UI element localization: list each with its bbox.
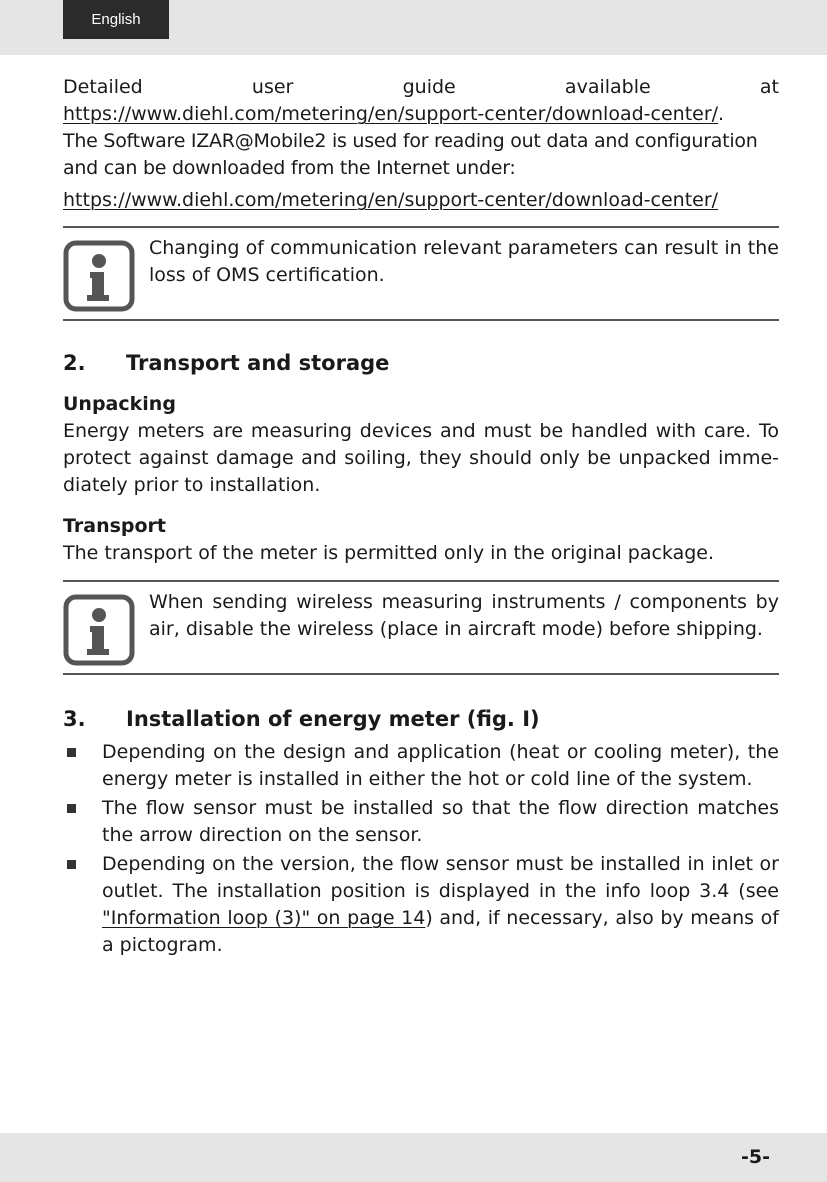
intro-suffix: . — [718, 103, 725, 125]
footer-bar — [0, 1133, 827, 1182]
info-note-wireless — [63, 580, 779, 675]
section-3-heading — [63, 707, 779, 731]
language-tab[interactable]: English — [63, 0, 169, 39]
download-center-link[interactable]: https://www.diehl.com/metering/en/support-center/download-center/ — [63, 189, 719, 211]
section-2-title: Transport and storage — [126, 351, 390, 375]
section-3-number: 3. — [63, 707, 86, 731]
information-loop-link[interactable]: "Information loop (3)" on page 14 — [102, 907, 426, 929]
bullet-1-text: Depending on the design and application (heat or cooling meter), the energy meter is installed in either the hot or cold line of the system. — [102, 741, 779, 790]
bullet-square-icon — [67, 804, 76, 813]
software-paragraph: The Software IZAR@Mobile2 is used for reading out data and configuration and can be downloaded from the Internet under: — [63, 130, 758, 179]
installation-list — [63, 739, 779, 959]
note-wireless-text: When sending wireless measuring instruments / components by air, disable the wireless (place in aircraft mode) before shipping. — [149, 591, 779, 640]
page-number: -5- — [741, 1146, 770, 1168]
bullet-3-text: Depending on the version, the flow sensor must be installed in inlet or outlet. The installation position is displayed in the info loop 3.4 (see — [102, 853, 779, 902]
bullet-square-icon — [67, 748, 76, 757]
page-content — [63, 74, 779, 961]
transport-text: The transport of the meter is permitted only in the original package. — [63, 542, 715, 564]
software-link-line — [63, 187, 779, 214]
bullet-3-suffix: ) and, if necessary, also by means of a pictogram. — [102, 907, 779, 956]
user-guide-link[interactable]: https://www.diehl.com/metering/en/support-center/download-center/ — [63, 103, 719, 125]
note-oms-text: Changing of communication relevant parameters can result in the loss of OMS certification. — [149, 237, 779, 286]
info-icon — [63, 240, 135, 312]
unpacking-text: Energy meters are measuring devices and must be handled with care. To protect against damage and soiling, they should only be unpacked imme-diately prior to installation. — [63, 420, 779, 496]
unpacking-heading: Unpacking — [63, 393, 176, 415]
section-2-number: 2. — [63, 351, 86, 375]
intro-text: Detailed user guide available at — [63, 76, 779, 98]
list-item — [63, 795, 779, 849]
list-item — [63, 851, 779, 959]
bullet-square-icon — [67, 860, 76, 869]
bullet-2-text: The flow sensor must be installed so that the flow direction matches the arrow direction on the sensor. — [102, 797, 779, 846]
list-item — [63, 739, 779, 793]
section-3-title: Installation of energy meter (fig. I) — [126, 707, 540, 731]
intro-paragraph — [63, 74, 779, 128]
header-bar — [0, 0, 827, 55]
info-icon — [63, 594, 135, 666]
section-2-heading — [63, 351, 779, 375]
transport-heading: Transport — [63, 515, 167, 537]
info-note-oms — [63, 226, 779, 321]
